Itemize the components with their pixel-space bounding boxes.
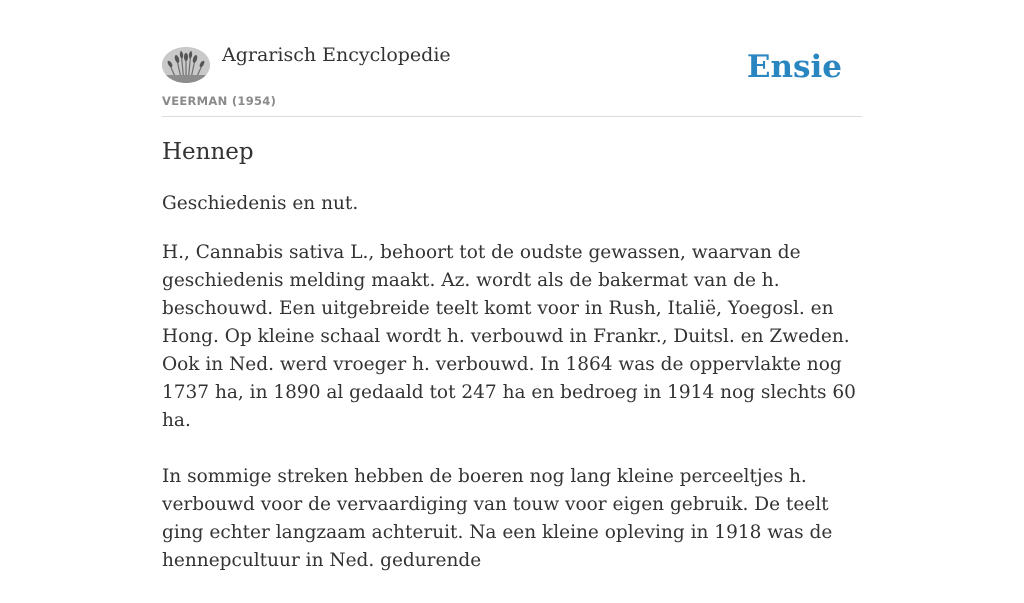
article-title: Hennep	[162, 139, 254, 165]
article-subtitle: Geschiedenis en nut.	[162, 193, 359, 214]
wheat-logo-icon[interactable]	[162, 47, 210, 83]
header	[162, 0, 862, 117]
article-paragraph: In sommige streken hebben de boeren nog lang kleine perceeltjes h. verbouwd voor de vervaardiging van touw voor eigen gebruik. De teelt ging echter langzaam achteruit. Na een kleine opleving in 1918 was de hennepcultuur in Ned. gedurende	[162, 466, 833, 571]
author-label: VEERMAN (1954)	[162, 94, 277, 108]
site-title-link[interactable]: Agrarisch Encyclopedie	[222, 44, 451, 66]
article-body	[162, 239, 862, 603]
ensie-brand-link[interactable]: Ensie	[746, 49, 842, 85]
article-paragraph: H., Cannabis sativa L., behoort tot de oudste gewassen, waarvan de geschiedenis melding maakt. Az. wordt als de bakermat van de h. beschouwd. Een uitgebreide teelt komt voor in Rush, Italië, Yoegosl. en Hong. Op kleine schaal wordt h. verbouwd in Frankr., Duitsl. en Zweden. Ook in Ned. werd vroeger h. verbouwd. In 1864 was de oppervlakte nog 1737 ha, in 1890 al gedaald tot 247 ha en bedroeg in 1914 nog slechts 60 ha.	[162, 242, 856, 431]
page	[162, 0, 862, 571]
